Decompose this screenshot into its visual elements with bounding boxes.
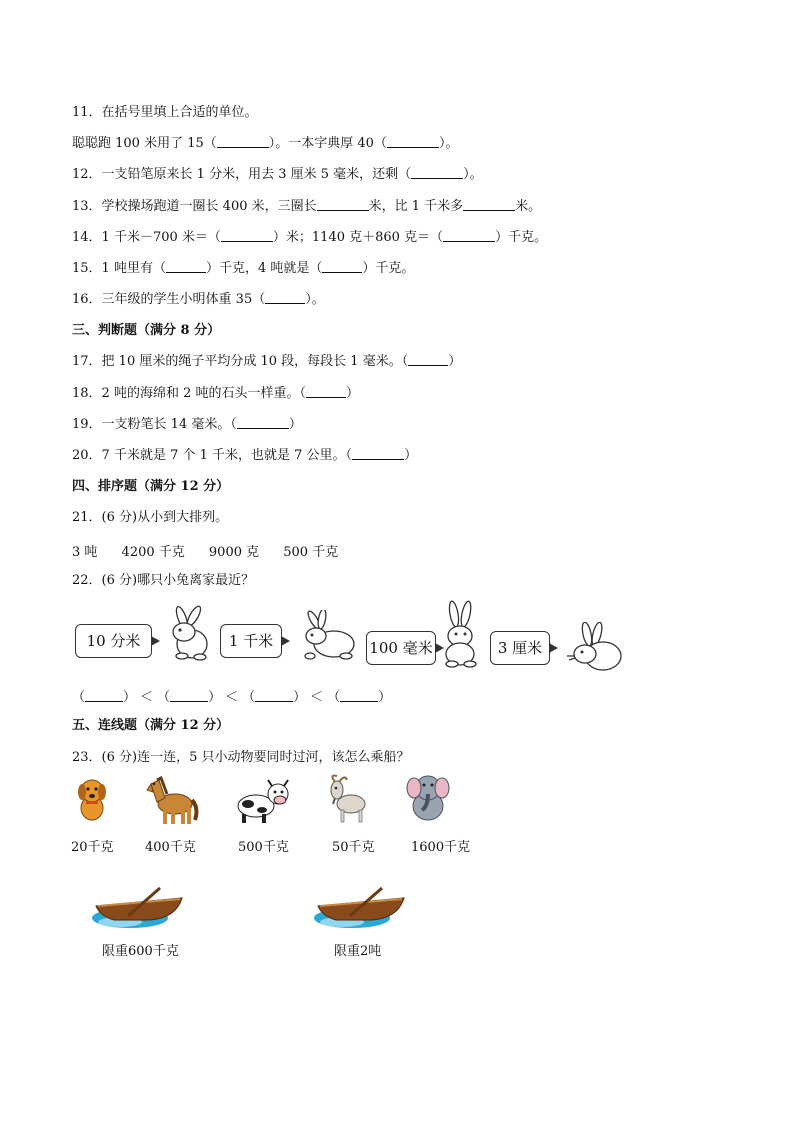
answer-blank[interactable] [387, 135, 439, 148]
q17: 17．把 10 厘米的绳子平均分成 10 段，每段长 1 毫米。（ ） [72, 354, 462, 369]
q21-title: 21．(6 分)从小到大排列。 [72, 510, 229, 525]
bubble-100mm: 100 毫米 [366, 631, 436, 665]
horse-icon [143, 776, 199, 826]
elephant-icon [404, 770, 452, 826]
answer-blank[interactable] [352, 447, 404, 460]
boat-limit-label: 限重2吨 [334, 944, 382, 959]
weight-label: 20千克 [71, 840, 114, 855]
weight-label: 400千克 [145, 840, 196, 855]
goat-icon [325, 774, 371, 824]
bubble-10dm: 10 分米 [75, 624, 152, 658]
q14: 14．1 千米－700 米＝（ ）米；1140 克＋860 克＝（ ）千克。 [72, 230, 548, 245]
item: 9000 克 [208, 545, 260, 560]
q11-title: 11．在括号里填上合适的单位。 [72, 105, 258, 120]
q16: 16．三年级的学生小明体重 35（ ）。 [72, 292, 325, 307]
answer-blank[interactable] [340, 689, 378, 702]
rabbit-icon [565, 622, 625, 674]
answer-blank[interactable] [85, 689, 123, 702]
q12: 12．一支铅笔原来长 1 分米，用去 3 厘米 5 毫米，还剩（ ）。 [72, 167, 483, 182]
answer-blank[interactable] [237, 416, 289, 429]
bubble-1km: 1 千米 [220, 624, 282, 658]
item: 500 千克 [283, 545, 339, 560]
q18: 18．2 吨的海绵和 2 吨的石头一样重。（ ） [72, 386, 359, 401]
q23-title: 23．(6 分)连一连，5 只小动物要同时过河，该怎么乘船？ [72, 750, 410, 765]
section-3-heading: 三、判断题（满分 8 分） [72, 323, 221, 338]
answer-blank[interactable] [221, 229, 273, 242]
answer-blank[interactable] [166, 260, 206, 273]
weight-label: 500千克 [238, 840, 289, 855]
answer-blank[interactable] [306, 385, 346, 398]
item: 3 吨 [72, 545, 98, 560]
boat-limit-label: 限重600千克 [102, 944, 179, 959]
answer-blank[interactable] [170, 689, 208, 702]
q20: 20．7 千米就是 7 个 1 千米，也就是 7 公里。（ ） [72, 448, 418, 463]
answer-blank[interactable] [255, 689, 293, 702]
weight-label: 1600千克 [411, 840, 471, 855]
answer-blank[interactable] [265, 291, 305, 304]
answer-blank[interactable] [322, 260, 362, 273]
rabbit-icon [438, 600, 482, 668]
dog-icon [74, 776, 110, 822]
q22-title: 22．(6 分)哪只小兔离家最近？ [72, 573, 255, 588]
cow-icon [232, 778, 290, 824]
bubble-3cm: 3 厘米 [490, 631, 550, 665]
rabbit-icon [296, 610, 358, 662]
rabbit-icon [162, 604, 214, 662]
q13: 13．学校操场跑道一圈长 400 米，三圈长 米，比 1 千米多 米。 [72, 199, 542, 214]
answer-blank[interactable] [317, 198, 369, 211]
answer-blank[interactable] [217, 135, 269, 148]
q22-answer-row: （ ） ＜ （ ） ＜ （ ） ＜ （ ） [72, 690, 392, 705]
q15: 15．1 吨里有（ ）千克，4 吨就是（ ）千克。 [72, 261, 415, 276]
answer-blank[interactable] [408, 353, 448, 366]
boat-icon [312, 884, 408, 930]
answer-blank[interactable] [463, 198, 515, 211]
answer-blank[interactable] [411, 166, 463, 179]
item: 4200 千克 [121, 545, 185, 560]
q19: 19．一支粉笔长 14 毫米。（ ） [72, 417, 302, 432]
q11-body: 聪聪跑 100 米用了 15（ ）。一本字典厚 40（ ）。 [72, 136, 459, 151]
weight-label: 50千克 [332, 840, 375, 855]
section-4-heading: 四、排序题（满分 12 分） [72, 479, 230, 494]
q21-items [72, 541, 338, 560]
answer-blank[interactable] [443, 229, 495, 242]
section-5-heading: 五、连线题（满分 12 分） [72, 718, 230, 733]
boat-icon [90, 884, 186, 930]
